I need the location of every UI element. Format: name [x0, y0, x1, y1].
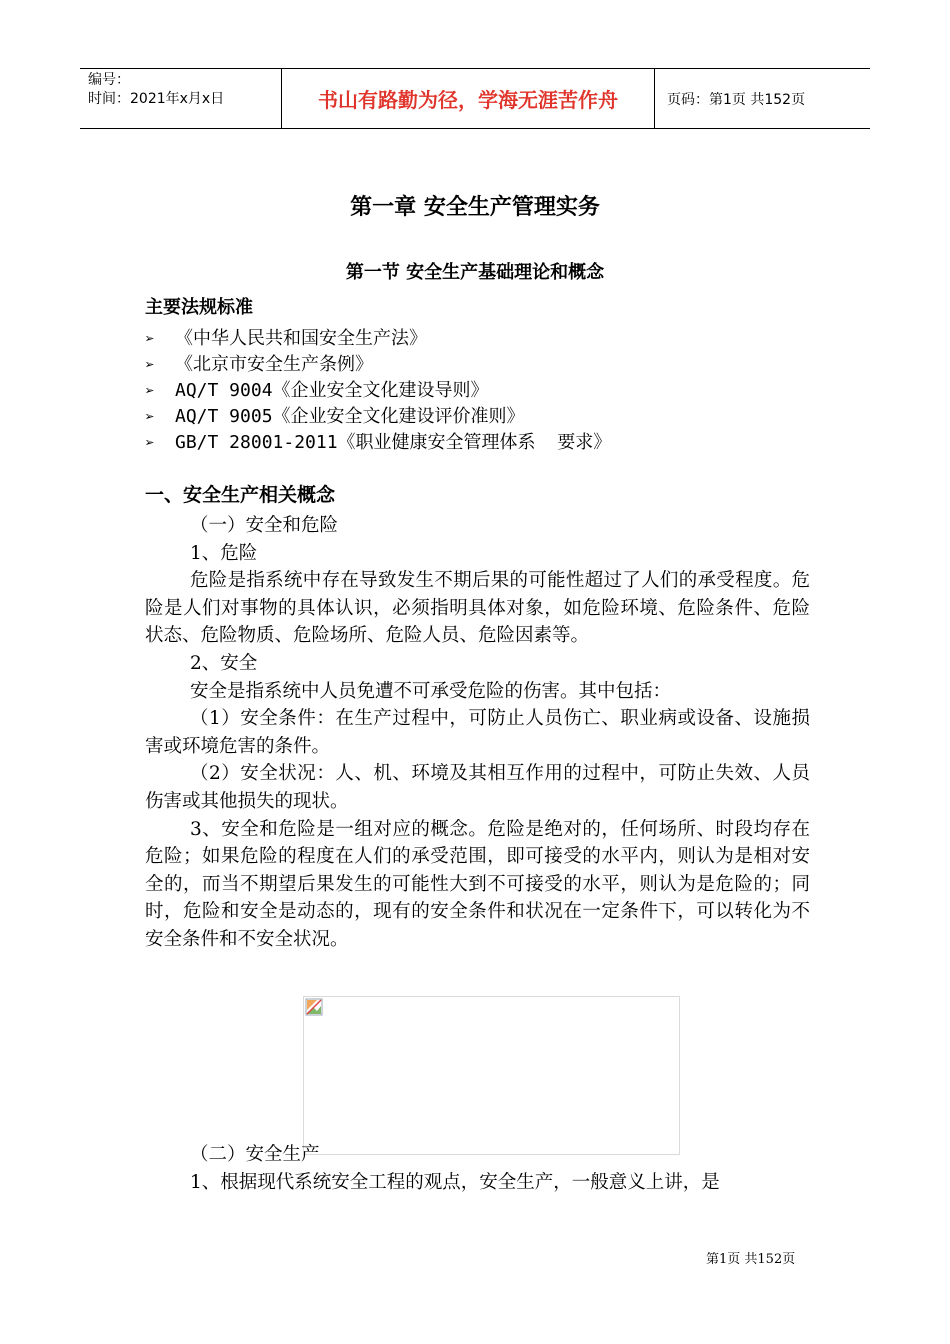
broken-image-icon: [305, 998, 323, 1016]
item-safety-status: （2）安全状况：人、机、环境及其相互作用的过程中，可防止失效、人员伤害或其他损失的现状。: [145, 763, 810, 812]
subheading-safety-danger: （一）安全和危险: [190, 515, 339, 536]
arrow-bullet-icon: ➢: [145, 433, 155, 452]
item-danger-text: 危险是指系统中存在导致发生不期后果的可能性超过了人们的承受程度。危险是人们对事物的具体认识，必须指明具体对象，如危险环境、危险条件、危险状态、危险物质、危险场所、危险人员、危险因素等。: [145, 570, 810, 647]
list-item: ➢ 《北京市安全生产条例》: [145, 352, 611, 378]
item-danger-title: 1、危险: [190, 542, 258, 564]
subheading-safe-production: （二）安全生产: [190, 1144, 320, 1165]
header-page-info: 页码：第1页 共152页: [667, 91, 806, 108]
item-safety-condition: （1）安全条件：在生产过程中，可防止人员伤亡、职业病或设备、设施损害或环境危害的条件。: [145, 708, 810, 757]
list-item: ➢ AQ/T 9005《企业安全文化建设评价准则》: [145, 404, 611, 430]
arrow-bullet-icon: ➢: [145, 407, 155, 426]
embedded-image-placeholder: [303, 996, 680, 1155]
laws-heading: 主要法规标准: [145, 297, 253, 318]
arrow-bullet-icon: ➢: [145, 355, 155, 374]
arrow-bullet-icon: ➢: [145, 381, 155, 400]
laws-list: [145, 326, 611, 456]
header-meta: [80, 69, 282, 128]
body-text-block-2: [145, 1141, 810, 1196]
date-label: 时间：2021年x月x日: [88, 91, 225, 107]
page-footer: 第1页 共152页: [706, 1252, 796, 1267]
part1-heading: 一、安全生产相关概念: [145, 484, 336, 506]
list-item: ➢ AQ/T 9004《企业安全文化建设导则》: [145, 378, 611, 404]
item-safety-danger-relation: 3、安全和危险是一组对应的概念。危险是绝对的，任何场所、时段均存在危险；如果危险的程度在人们的承受范围，即可接受的水平内，则认为是相对安全的，而当不期望后果发生的可能性大到不可接受的水平，则认为是危险的；同时，危险和安全是动态的，现有的安全条件和状况在一定条件下，可以转化为不安全条件和不安全状况。: [145, 818, 810, 950]
arrow-bullet-icon: ➢: [145, 329, 155, 348]
header-motto: 书山有路勤为径，学海无涯苦作舟: [282, 69, 655, 128]
number-label: 编号：: [88, 72, 130, 88]
body-text-block-1: [145, 512, 810, 954]
chapter-title: 第一章 安全生产管理实务: [350, 195, 600, 220]
list-item: ➢ GB/T 28001-2011《职业健康安全管理体系 要求》: [145, 430, 611, 456]
list-item: ➢ 《中华人民共和国安全生产法》: [145, 326, 611, 352]
section-title: 第一节 安全生产基础理论和概念: [345, 262, 605, 283]
item-safe-production-definition: 1、根据现代系统安全工程的观点，安全生产，一般意义上讲，是: [190, 1171, 720, 1193]
item-safety-text: 安全是指系统中人员免遭不可承受危险的伤害。其中包括：: [190, 680, 672, 702]
page-header: [80, 68, 870, 129]
item-safety-title: 2、安全: [190, 652, 258, 674]
